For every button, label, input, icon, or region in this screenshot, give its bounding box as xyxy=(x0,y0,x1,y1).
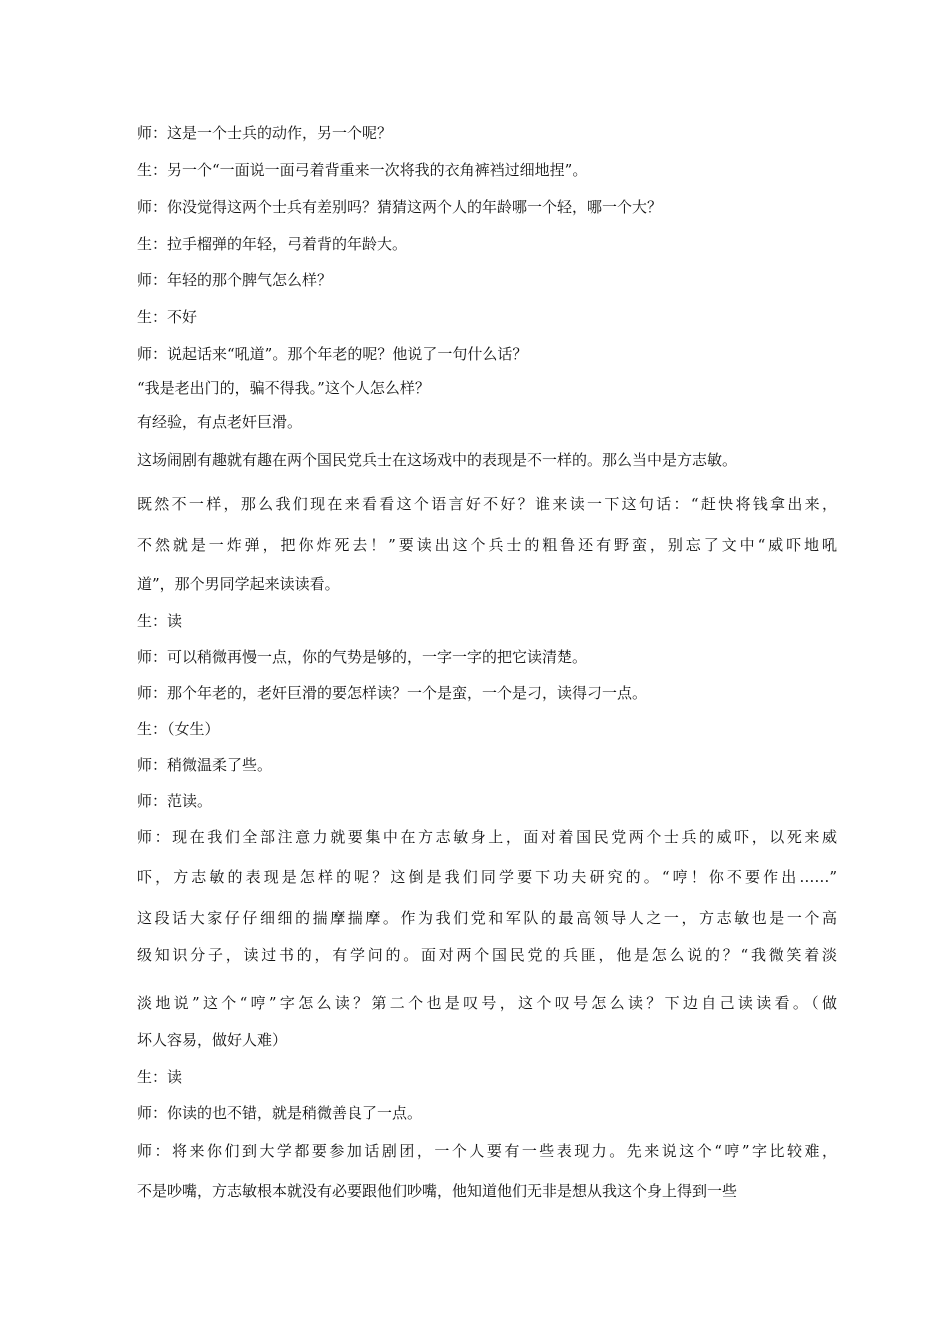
text-line: 师：这是一个士兵的动作，另一个呢？ xyxy=(137,124,393,142)
text-line: 坏人容易，做好人难） xyxy=(137,1031,288,1049)
text-line: 师：那个年老的，老奸巨滑的要怎样读？一个是蛮，一个是刁，读得刁一点。 xyxy=(137,684,648,702)
text-line: 有经验，有点老奸巨滑。 xyxy=(137,413,303,431)
text-line: 生：不好 xyxy=(137,308,198,326)
text-line: 师：可以稍微再慢一点，你的气势是够的，一字一字的把它读清楚。 xyxy=(137,648,588,666)
text-line: 这场闹剧有趣就有趣在两个国民党兵士在这场戏中的表现是不一样的。那么当中是方志敏。 xyxy=(137,451,738,469)
text-line: 师：将来你们到大学都要参加话剧团，一个人要有一些表现力。先来说这个“哼”字比较难， xyxy=(137,1142,837,1160)
text-line: 吓，方志敏的表现是怎样的呢？这倒是我们同学要下功夫研究的。“哼！你不要作出……” xyxy=(137,868,837,886)
text-line: 级知识分子，读过书的，有学问的。面对两个国民党的兵匪，他是怎么说的？“我微笑着淡 xyxy=(137,946,837,964)
text-line: 不是吵嘴，方志敏根本就没有必要跟他们吵嘴，他知道他们无非是想从我这个身上得到一些 xyxy=(137,1182,738,1200)
text-line: 师：年轻的那个脾气怎么样？ xyxy=(137,271,333,289)
text-line: 师：稍微温柔了些。 xyxy=(137,756,273,774)
text-line: 师：说起话来“吼道”。那个年老的呢？他说了一句什么话？ xyxy=(137,345,528,363)
text-line: 生：读 xyxy=(137,612,183,630)
text-line: 师：你没觉得这两个士兵有差别吗？猜猜这两个人的年龄哪一个轻，哪一个大？ xyxy=(137,198,663,216)
text-line: 生：（女生） xyxy=(137,720,220,738)
text-line: 生：拉手榴弹的年轻，弓着背的年龄大。 xyxy=(137,235,408,253)
text-line: 既然不一样，那么我们现在来看看这个语言好不好？谁来读一下这句话：“赶快将钱拿出来， xyxy=(137,495,837,513)
text-line: 道”，那个男同学起来读读看。 xyxy=(137,575,340,593)
text-line: 师：范读。 xyxy=(137,792,213,810)
text-line: 生：读 xyxy=(137,1068,183,1086)
text-line: 师：现在我们全部注意力就要集中在方志敏身上，面对着国民党两个士兵的威吓，以死来威 xyxy=(137,828,837,846)
text-line: 师：你读的也不错，就是稍微善良了一点。 xyxy=(137,1104,423,1122)
text-line: 生：另一个“一面说一面弓着背重来一次将我的衣角裤裆过细地捏”。 xyxy=(137,161,588,179)
text-line: “我是老出门的，骗不得我。”这个人怎么样？ xyxy=(137,379,430,397)
text-line: 不然就是一炸弹，把你炸死去！”要读出这个兵士的粗鲁还有野蛮，别忘了文中“威吓地吼 xyxy=(137,536,837,554)
text-line: 这段话大家仔仔细细的揣摩揣摩。作为我们党和军队的最高领导人之一，方志敏也是一个高 xyxy=(137,909,837,927)
text-line: 淡地说”这个“哼”字怎么读？第二个也是叹号，这个叹号怎么读？下边自己读读看。（做 xyxy=(137,994,837,1012)
